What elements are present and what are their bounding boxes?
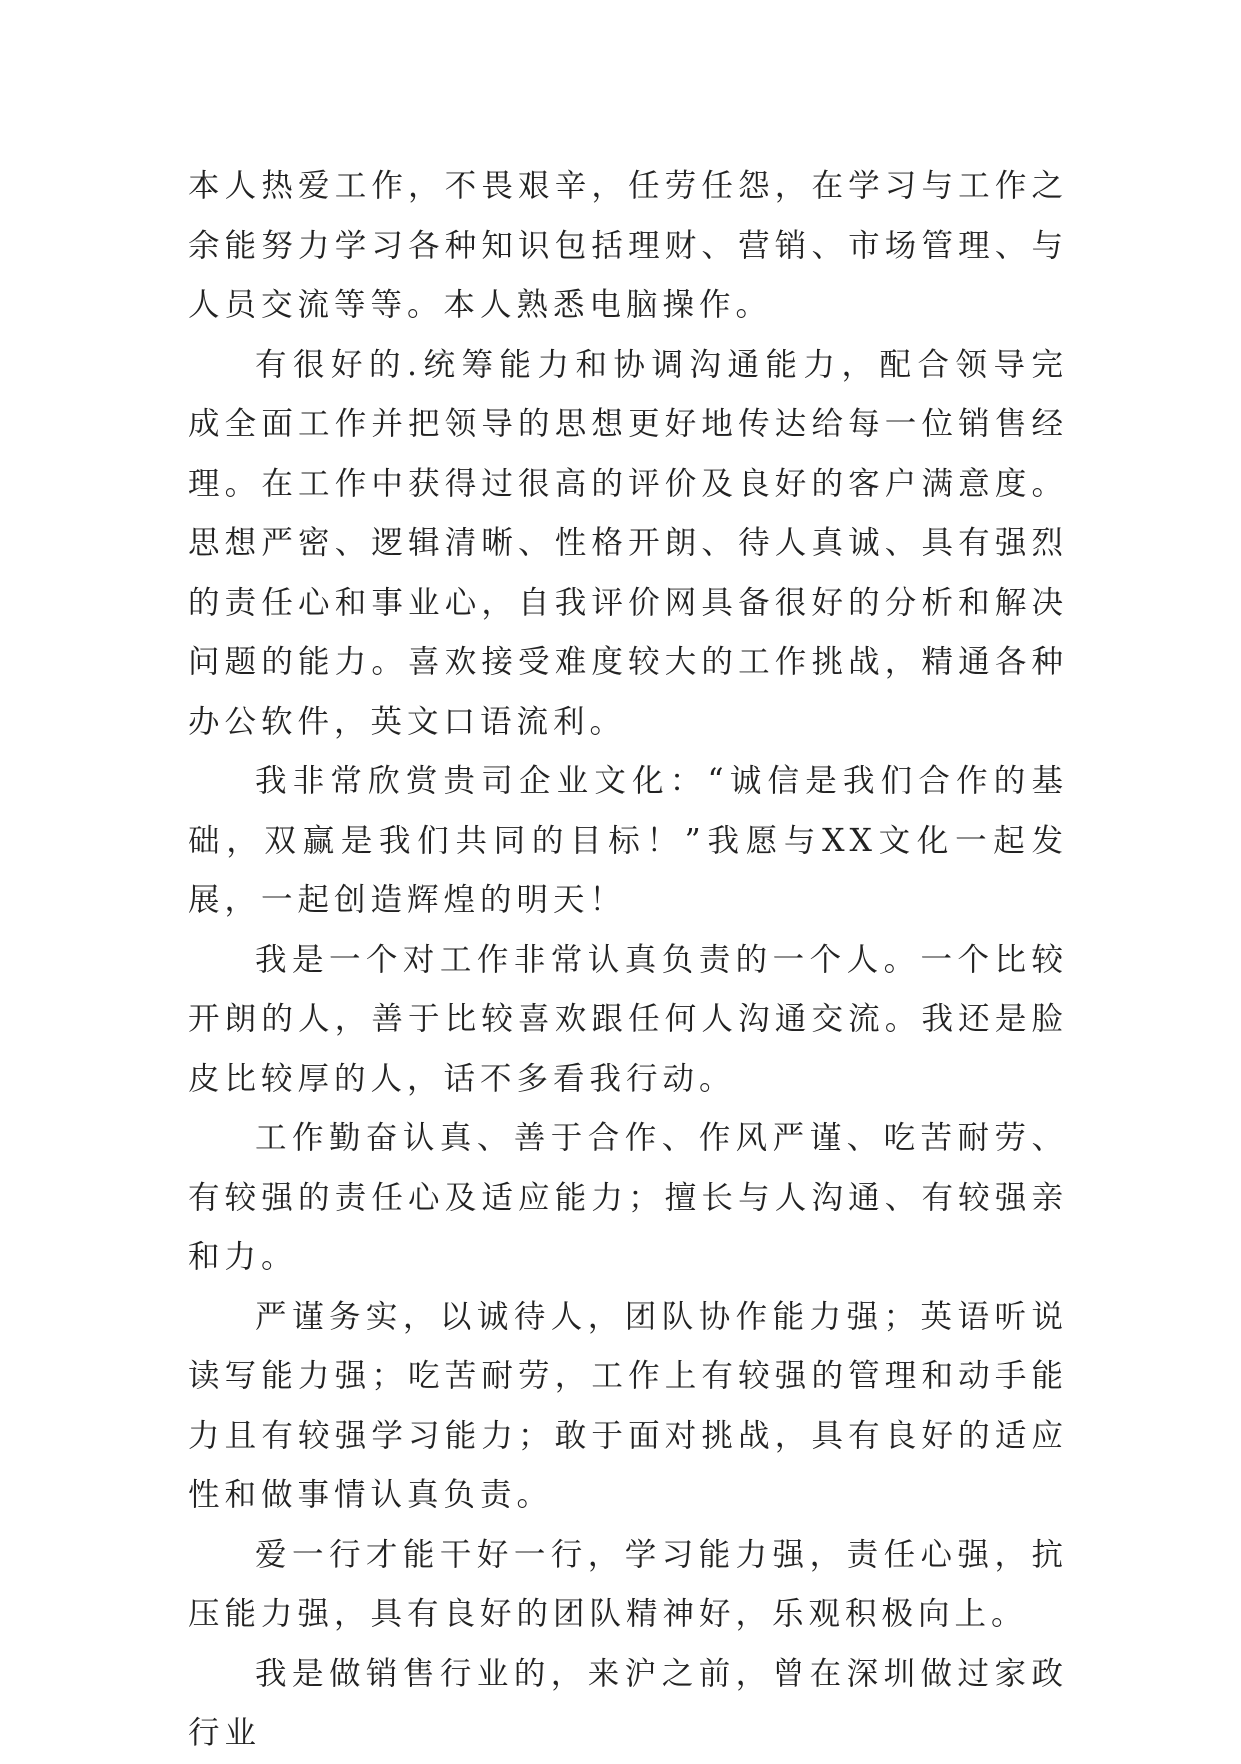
paragraph-3: 我非常欣赏贵司企业文化：“诚信是我们合作的基础，双赢是我们共同的目标！”我愿与XX文化一起发展，一起创造辉煌的明天！ xyxy=(188,763,1068,918)
paragraph-1: 本人热爱工作，不畏艰辛，任劳任怨，在学习与工作之余能努力学习各种知识包括理财、营销、市场管理、与人员交流等等。本人熟悉电脑操作。 xyxy=(188,168,1068,323)
paragraph-6: 严谨务实，以诚待人，团队协作能力强；英语听说读写能力强；吃苦耐劳，工作上有较强的管理和动手能力且有较强学习能力；敢于面对挑战，具有良好的适应性和做事情认真负责。 xyxy=(188,1298,1068,1513)
paragraph-7: 爱一行才能干好一行，学习能力强，责任心强，抗压能力强，具有良好的团队精神好，乐观积极向上。 xyxy=(188,1536,1068,1632)
paragraph-2: 有很好的.统筹能力和协调沟通能力，配合领导完成全面工作并把领导的思想更好地传达给每一位销售经理。在工作中获得过很高的评价及良好的客户满意度。思想严密、逻辑清晰、性格开朗、待人真诚、具有强烈的责任心和事业心，自我评价网具备很好的分析和解决问题的能力。喜欢接受难度较大的工作挑战，精通各种办公软件，英文口语流利。 xyxy=(188,346,1068,740)
paragraph-8: 我是做销售行业的，来沪之前，曾在深圳做过家政行业 xyxy=(188,1655,1068,1751)
paragraph-5: 工作勤奋认真、善于合作、作风严谨、吃苦耐劳、有较强的责任心及适应能力；擅长与人沟通、有较强亲和力。 xyxy=(188,1120,1068,1275)
paragraph-4: 我是一个对工作非常认真负责的一个人。一个比较开朗的人，善于比较喜欢跟任何人沟通交流。我还是脸皮比较厚的人，话不多看我行动。 xyxy=(188,941,1068,1097)
document-body xyxy=(188,157,1068,1764)
